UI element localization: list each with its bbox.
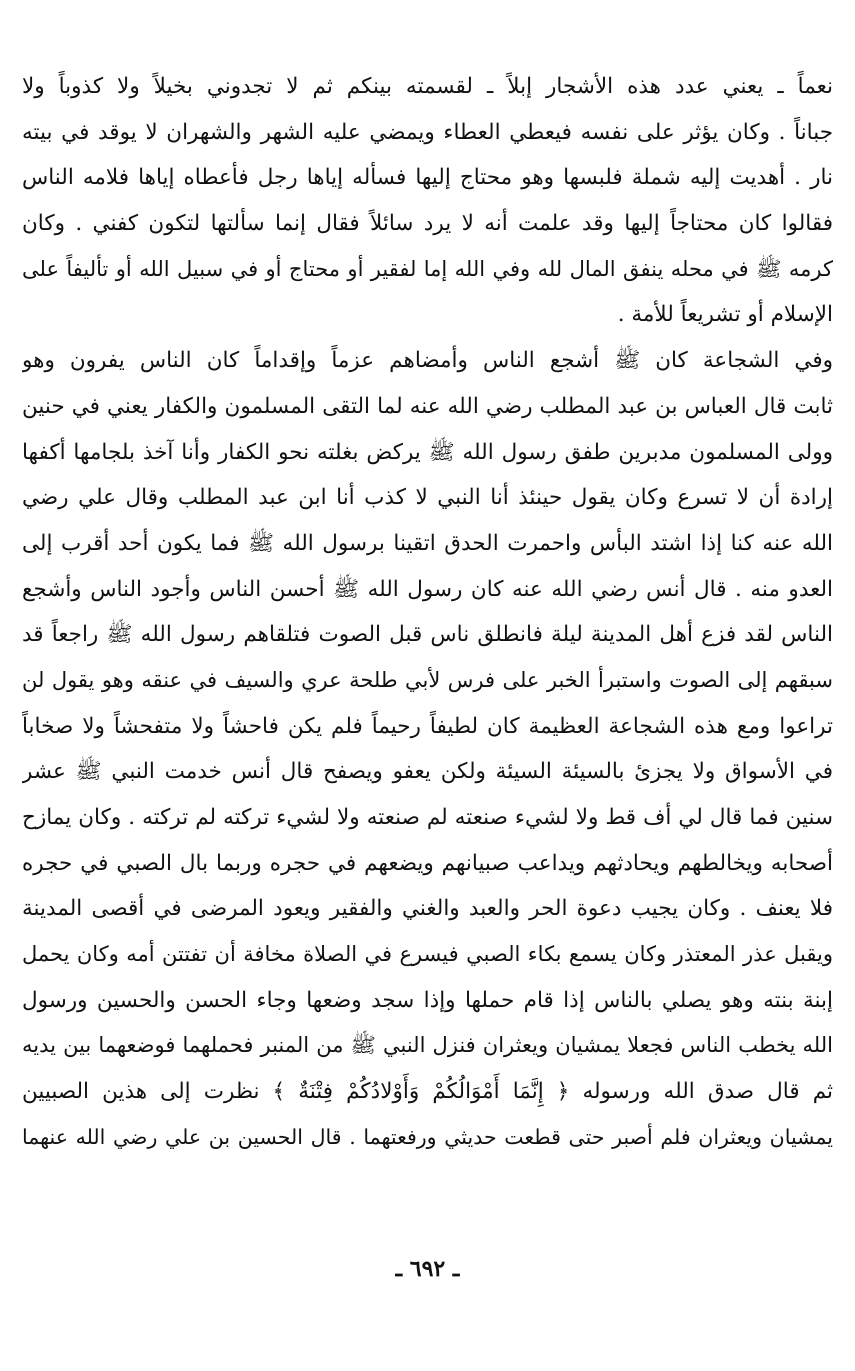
text-line: نعماً ـ يعني عدد هذه الأشجار إبلاً ـ لقسمته بينكم ثم لا تجدوني بخيلاً ولا كذوباً ولا	[22, 74, 833, 99]
text-line: فلا يعنف . وكان يجيب دعوة الحر والعبد والغني والفقير ويعود المرضى في أقصى المدينة	[22, 896, 833, 922]
text-line: تراعوا ومع هذه الشجاعة العظيمة كان لطيفاً رحيماً فلم يكن فاحشاً ولا متفحشاً ولا صخاباً	[22, 713, 833, 739]
paragraph-courage	[22, 338, 833, 1160]
text-line: جباناً . وكان يؤثر على نفسه فيعطي العطاء ويمضي عليه الشهر والشهران لا يوقد في بيته	[22, 119, 833, 145]
document-page	[22, 64, 833, 1161]
text-line: ثابت قال العباس بن عبد المطلب رضي الله عنه لما التقى المسلمون والكفار يعني في حنين	[22, 393, 833, 419]
text-line: وفي الشجاعة كان ﷺ أشجع الناس وأمضاهم عزماً وإقداماً كان الناس يفرون وهو	[22, 348, 833, 374]
page-number: ـ ٦٩٢ ـ	[395, 1256, 460, 1282]
text-line: كرمه ﷺ في محله ينفق المال لله وفي الله إما لفقير أو محتاج أو في سبيل الله أو تأليفاً على	[22, 256, 833, 281]
text-line: في الأسواق ولا يجزئ بالسيئة السيئة ولكن يعفو ويصفح قال أنس خدمت النبي ﷺ عشر	[22, 759, 833, 785]
text-line: إرادة أن لا تسرع وكان يقول حينئذ أنا النبي لا كذب أنا ابن عبد المطلب وقال علي رضي	[22, 485, 833, 511]
text-line: وولى المسلمون مدبرين طفق رسول الله ﷺ يركض بغلته نحو الكفار وأنا آخذ بلجامها أكفها	[22, 439, 833, 465]
text-line: ويقبل عذر المعتذر وكان يسمع بكاء الصبي فيسرع في الصلاة مخافة أن تفتتن أمه وكان يحمل	[22, 942, 833, 967]
text-line: الله عنه كنا إذا اشتد البأس واحمرت الحدق اتقينا برسول الله ﷺ فما يكون أحد أقرب إلى	[22, 530, 833, 556]
text-line: يمشيان ويعثران فلم أصبر حتى قطعت حديثي ورفعتهما . قال الحسين بن علي رضي الله عنهما	[22, 1124, 833, 1149]
text-line: الإسلام أو تشريعاً للأمة .	[617, 302, 833, 328]
text-line: نار . أهديت إليه شملة فلبسها وهو محتاج إليها فسأله إياها رجل فأعطاه إياها فلامه الناس	[22, 165, 833, 191]
text-line: العدو منه . قال أنس رضي الله عنه كان رسول الله ﷺ أحسن الناس وأجود الناس وأشجع	[22, 576, 833, 602]
text-line: إبنة بنته وهو يصلي بالناس إذا قام حملها وإذا سجد وضعها وجاء الحسن والحسين ورسول	[22, 987, 833, 1013]
text-line: فقالوا كان محتاجاً إليها وقد علمت أنه لا يرد سائلاً فقال إنما سألتها لتكون كفني . وكان	[22, 211, 833, 237]
text-line: أصحابه ويخالطهم ويحادثهم ويداعب صبيانهم ويضعهم في حجره وربما بال الصبي في حجره	[22, 850, 833, 876]
text-line: سنين فما قال لي أف قط ولا لشيء صنعته لم صنعته ولا لشيء تركته لم تركته . وكان يمازح	[22, 805, 833, 830]
text-line: سبقهم إلى الصوت واستبرأ الخبر على فرس لأبي طلحة عري والسيف في عنقه وهو يقول لن	[22, 667, 833, 692]
text-line: الله يخطب الناس فجعلا يمشيان ويعثران فنزل النبي ﷺ من المنبر فحملهما فوضعهما بين يديه	[22, 1033, 833, 1058]
paragraph-generosity	[22, 64, 833, 338]
text-line: ثم قال صدق الله ورسوله ﴿ إِنَّمَا أَمْوَالُكُمْ وَأَوْلادُكُمْ فِتْنَةٌ ﴾ نظرت إلى هذين الصبيين	[22, 1079, 833, 1105]
text-line: الناس لقد فزع أهل المدينة ليلة فانطلق ناس قبل الصوت فتلقاهم رسول الله ﷺ راجعاً قد	[22, 622, 833, 648]
